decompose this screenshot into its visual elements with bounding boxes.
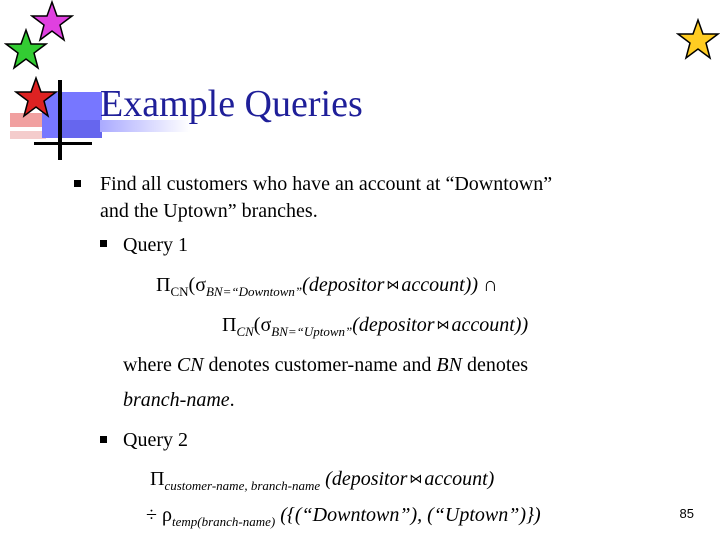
expression-text: account) (424, 468, 495, 490)
join-symbol: ⋈ (436, 317, 450, 332)
intersection-symbol: ∩ (483, 274, 498, 296)
paren: ( (188, 274, 196, 296)
query-2-expression-line-2 (146, 502, 541, 530)
paren: ( (253, 314, 261, 336)
projection-subscript: CN (236, 324, 254, 339)
query-1-where-line-2 (123, 388, 235, 412)
expression-text: account)) (451, 314, 529, 336)
page-number: 85 (679, 506, 694, 521)
sub-bullet-square-icon (100, 436, 107, 443)
where-text: . (229, 389, 235, 411)
selection-symbol: σ (195, 274, 206, 296)
bullet-square-icon (74, 180, 81, 187)
where-cn: CN (176, 354, 204, 376)
where-text: denotes customer-name and (203, 354, 437, 376)
join-symbol: ⋈ (409, 471, 423, 486)
ornament-bar (10, 131, 46, 139)
selection-subscript: BN=“Uptown” (271, 324, 353, 339)
query-1-expression-line-2 (222, 312, 528, 340)
expression-text: account)) (401, 274, 479, 296)
expression-text: (depositor (302, 274, 385, 296)
projection-symbol: Π (150, 468, 165, 490)
rename-symbol: ρ (161, 504, 172, 526)
expression-text: (depositor (352, 314, 435, 336)
slide-title: Example Queries (100, 83, 363, 125)
yellow-star-icon (676, 18, 720, 60)
division-symbol: ÷ (146, 504, 157, 526)
red-star-icon (14, 76, 58, 118)
query-1-expression-line-1 (156, 272, 497, 300)
expression-text: ({(“Downtown”), (“Uptown”)}) (280, 504, 541, 526)
rename-subscript: temp(branch-name) (171, 514, 276, 529)
query-1-label: Query 1 (123, 234, 188, 256)
bullet-text-line: and the Uptown” branches. (100, 200, 318, 222)
green-star-icon (4, 28, 48, 70)
where-branch-name: branch-name (123, 389, 230, 411)
where-text: where (123, 354, 177, 376)
selection-symbol: σ (260, 314, 272, 336)
projection-symbol: Π (222, 314, 237, 336)
query-2-expression-line-1 (150, 466, 494, 494)
sub-bullet-square-icon (100, 240, 107, 247)
ornament-horizontal-line (34, 142, 92, 145)
expression-text: (depositor (325, 468, 408, 490)
ornament-vertical-line (58, 80, 62, 160)
bullet-text-line: Find all customers who have an account at “Downtown” (100, 173, 553, 195)
projection-symbol: Π (156, 274, 171, 296)
projection-subscript: customer-name, branch-name (164, 478, 321, 493)
where-bn: BN (436, 354, 462, 376)
projection-subscript: CN (170, 284, 189, 299)
join-symbol: ⋈ (386, 277, 400, 292)
ornament-bar (58, 120, 102, 138)
selection-subscript: BN=“Downtown” (205, 284, 303, 299)
where-text: denotes (461, 354, 529, 376)
query-1-where-line-1 (123, 353, 528, 377)
query-2-label: Query 2 (123, 429, 188, 451)
